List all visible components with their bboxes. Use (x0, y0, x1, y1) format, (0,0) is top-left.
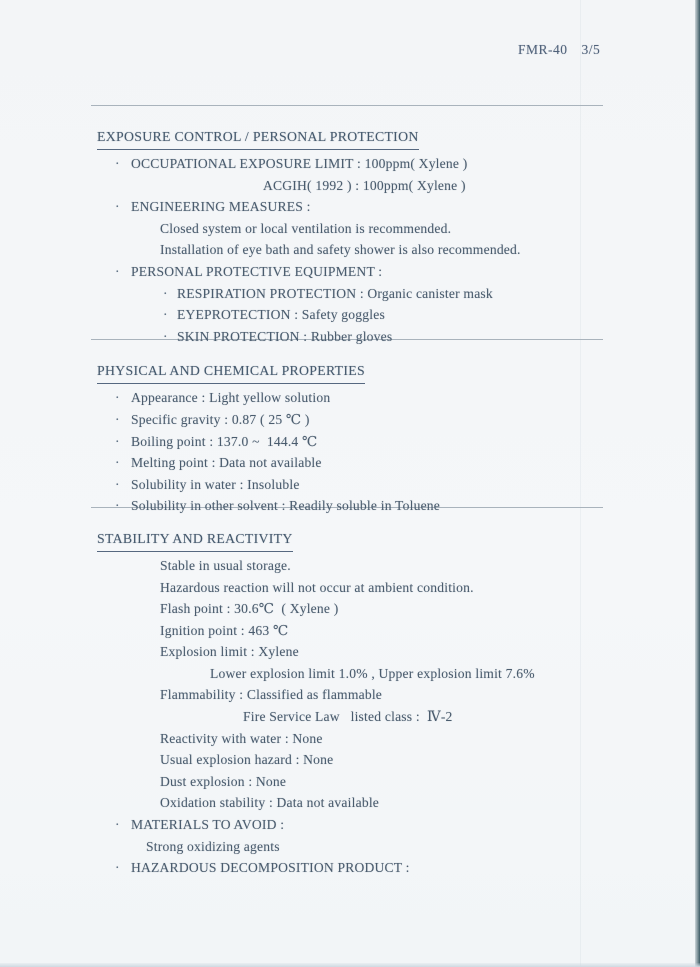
bullet-icon: · (115, 433, 120, 449)
line-text: SKIN PROTECTION : Rubber gloves (177, 328, 393, 344)
text-line (97, 663, 622, 685)
line-text: Closed system or local ventilation is recommended. (160, 220, 452, 236)
bullet-icon: · (163, 285, 168, 301)
bullet-icon: · (115, 411, 120, 427)
line-text: Flammability : Classified as flammable (160, 687, 383, 703)
section-title-text: PHYSICAL AND CHEMICAL PROPERTIES (97, 360, 365, 384)
section-lines (97, 387, 622, 517)
line-text: OCCUPATIONAL EXPOSURE LIMIT : 100ppm( Xylene ) (131, 156, 468, 171)
text-line (97, 387, 622, 409)
line-text: Hazardous reaction will not occur at ambient condition. (160, 579, 474, 595)
text-line (97, 218, 622, 240)
bullet-icon: · (115, 263, 120, 279)
page-number: 3/5 (581, 42, 601, 57)
line-text: ENGINEERING MEASURES : (131, 199, 311, 215)
line-text: Fire Service Law listed class : Ⅳ-2 (243, 709, 453, 725)
line-text: Lower explosion limit 1.0% , Upper explosion limit 7.6% (210, 665, 535, 681)
text-line (97, 261, 622, 283)
line-text: ACGIH( 1992 ) : 100ppm( Xylene ) (263, 177, 466, 193)
bullet-icon: · (115, 498, 120, 514)
scan-bottom-edge (0, 963, 700, 967)
text-line (97, 836, 622, 858)
line-text: Appearance : Light yellow solution (131, 390, 331, 406)
line-text: Oxidation stability : Data not available (160, 795, 380, 811)
text-line (97, 409, 622, 431)
text-line (97, 792, 622, 814)
text-line (97, 175, 622, 197)
section-lines (97, 153, 622, 347)
text-line (97, 326, 622, 348)
text-line (97, 555, 622, 577)
line-text: MATERIALS TO AVOID : (131, 817, 285, 833)
line-text: Solubility in other solvent : Readily soluble in Toluene (131, 498, 441, 514)
text-line (97, 620, 622, 642)
bullet-icon: · (115, 390, 120, 406)
bullet-icon: · (115, 199, 120, 215)
text-line (97, 814, 622, 836)
scan-right-edge (695, 0, 700, 967)
text-line (97, 153, 622, 175)
text-line (97, 283, 622, 305)
bullet-icon: · (115, 860, 120, 876)
line-text: Ignition point : 463 ℃ (160, 622, 289, 638)
line-text: Solubility in water : Insoluble (131, 476, 300, 492)
text-line (97, 857, 622, 879)
text-line (97, 474, 622, 496)
bullet-icon: · (163, 328, 168, 344)
section-lines (97, 555, 622, 879)
section-title-text: EXPOSURE CONTROL / PERSONAL PROTECTION (97, 126, 419, 150)
text-line (97, 239, 622, 261)
line-text: Flash point : 30.6℃ ( Xylene ) (160, 601, 339, 617)
line-text: Strong oxidizing agents (146, 838, 280, 854)
section-title-exposure-control (97, 126, 622, 150)
line-text: Specific gravity : 0.87 ( 25 ℃ ) (131, 411, 310, 427)
text-line (97, 684, 622, 706)
text-line (97, 304, 622, 326)
line-text: Melting point : Data not available (131, 455, 322, 471)
text-line (97, 452, 622, 474)
document-body (97, 0, 622, 879)
text-line (97, 749, 622, 771)
text-line (97, 196, 622, 218)
section-title-text: STABILITY AND REACTIVITY (97, 528, 293, 552)
line-text: EYEPROTECTION : Safety goggles (177, 307, 385, 323)
bullet-icon: · (115, 476, 120, 492)
text-line (97, 641, 622, 663)
line-text: Usual explosion hazard : None (160, 752, 334, 768)
horizontal-rule (91, 105, 603, 106)
line-text: Explosion limit : Xylene (160, 644, 299, 660)
line-text: Reactivity with water : None (160, 730, 323, 746)
line-text: Boiling point : 137.0 ~ 144.4 ℃ (131, 433, 318, 449)
section-title-stability-reactivity (97, 528, 622, 552)
text-line (97, 771, 622, 793)
text-line (97, 598, 622, 620)
line-text: PERSONAL PROTECTIVE EQUIPMENT : (131, 263, 383, 279)
line-text: Stable in usual storage. (160, 557, 291, 573)
line-text: Dust explosion : None (160, 773, 287, 789)
bullet-icon: · (115, 817, 120, 833)
line-text: Installation of eye bath and safety shower is also recommended. (160, 242, 521, 258)
line-text: RESPIRATION PROTECTION : Organic canister mask (177, 285, 493, 301)
bullet-icon: · (115, 455, 120, 471)
bullet-icon: · (163, 307, 168, 323)
text-line (97, 706, 622, 728)
section-title-physical-chemical (97, 360, 622, 384)
text-line (97, 431, 622, 453)
bullet-icon: · (115, 156, 120, 171)
line-text: HAZARDOUS DECOMPOSITION PRODUCT : (131, 860, 410, 876)
text-line (97, 577, 622, 599)
doc-code: FMR-40 (518, 42, 568, 57)
text-line (97, 728, 622, 750)
